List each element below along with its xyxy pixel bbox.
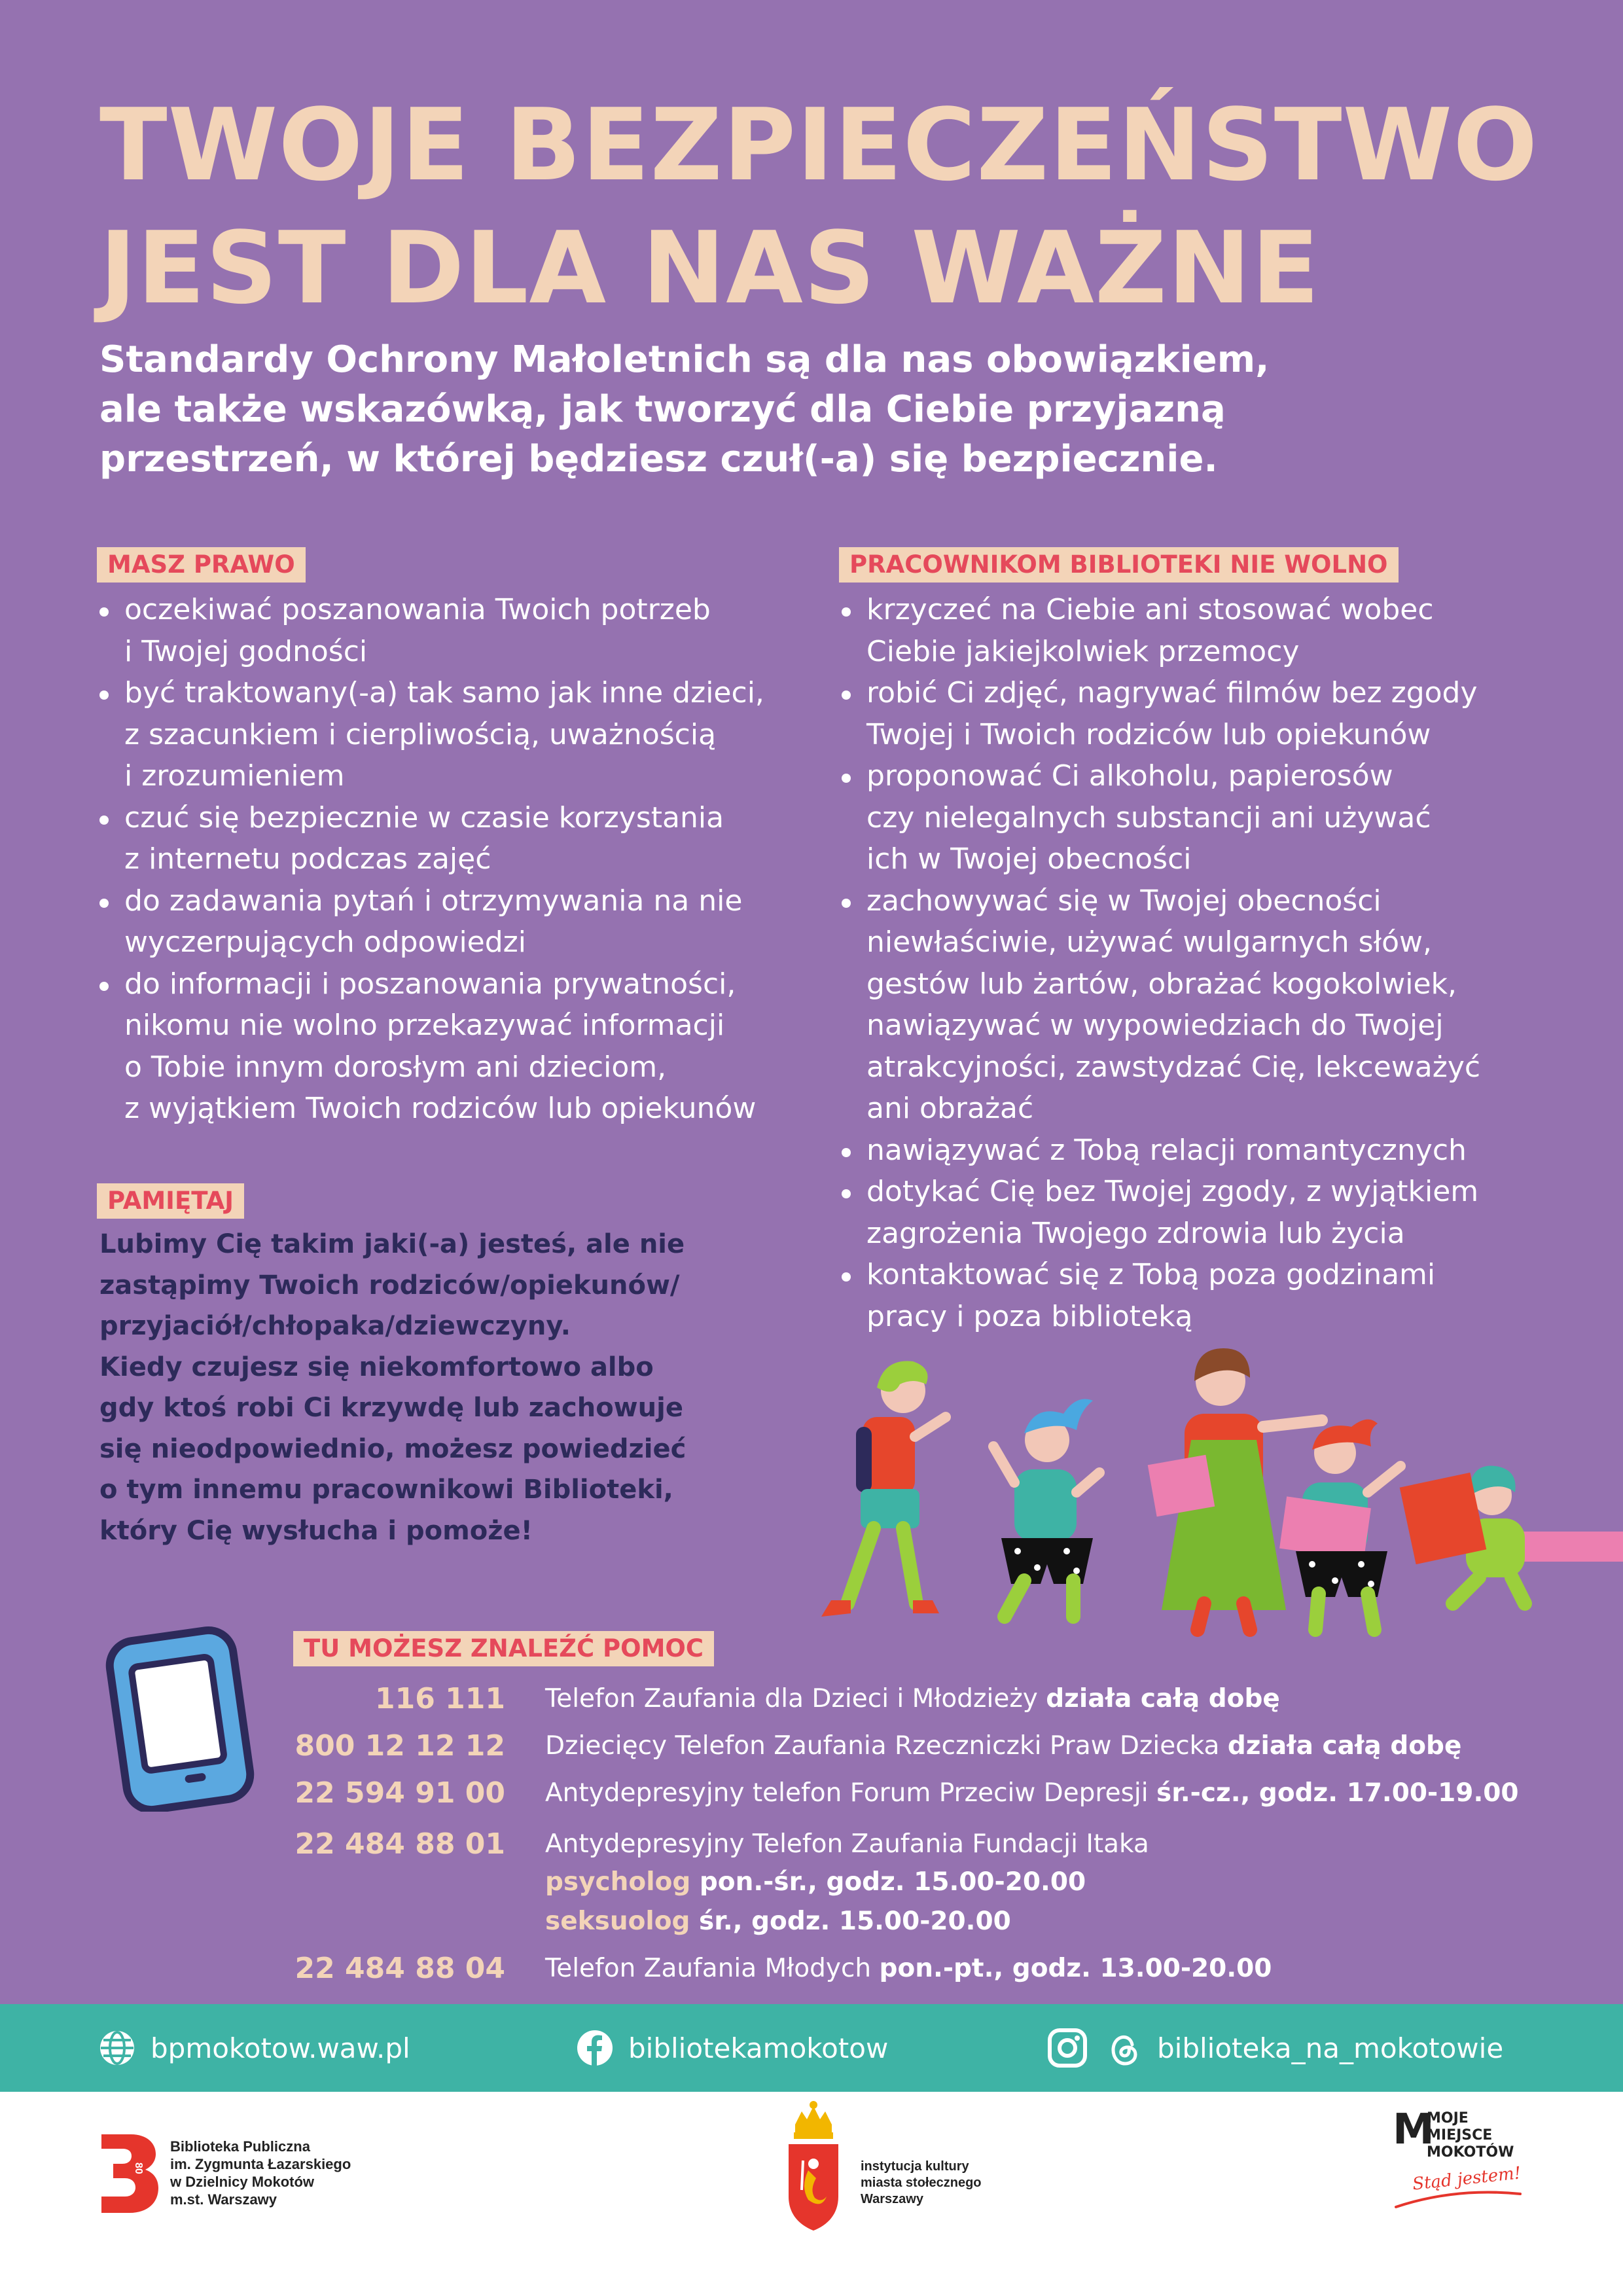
help-description: Telefon Zaufania Młodych pon.-pt., godz. 13.00-20.00 [545, 1954, 1272, 1983]
phone-number[interactable]: 800 12 12 12 [294, 1729, 505, 1763]
library-logo-icon [95, 2131, 160, 2216]
rights-list [98, 589, 805, 1130]
subtitle [99, 335, 1474, 484]
page-title [99, 84, 1539, 330]
help-subline: psycholog pon.-śr., godz. 15.00-20.00 [545, 1867, 1086, 1897]
remember-heading: PAMIĘTAJ [97, 1183, 244, 1219]
instagram-label: biblioteka_na_mokotowie [1157, 2032, 1504, 2064]
list-item: być traktowany(-a) tak samo jak inne dzieci, z szacunkiem i cierpliwością, uważnością i zrozumieniem [98, 672, 805, 797]
subtitle-line: przestrzeń, w której będziesz czuł(-a) się bezpiecznie. [99, 438, 1218, 480]
library-name-line: m.st. Warszawy [170, 2191, 277, 2208]
mokotow-slogan: Stąd jestem! [1411, 2163, 1522, 2195]
title-line-2: JEST DLA NAS WAŻNE [99, 210, 1321, 326]
library-name-line: w Dzielnicy Mokotów [170, 2174, 315, 2190]
instagram-link[interactable] [1047, 2024, 1503, 2072]
help-row [0, 1948, 1623, 1994]
remember-line: przyjaciół/chłopaka/dziewczyny. [99, 1311, 571, 1341]
library-name-line: im. Zygmunta Łazarskiego [170, 2156, 351, 2172]
list-item: do informacji i poszanowania prywatności, nikomu nie wolno przekazywać informacji o Tobie innym dorosłym ani dzieciom, z wyjątkiem Twoich rodziców lub opiekunów [98, 963, 805, 1130]
facebook-link[interactable] [576, 2024, 888, 2072]
institution-line: instytucja kultury [861, 2159, 969, 2174]
mokotow-logo-line: MOJE [1427, 2110, 1469, 2126]
help-row [0, 1678, 1623, 1724]
remember-line: się nieodpowiednio, możesz powiedzieć [99, 1433, 687, 1464]
mokotow-logo: M MOJE MIEJSCE MOKOTÓW Stąd jestem! [1386, 2104, 1524, 2228]
subtitle-line: Standardy Ochrony Małoletnich są dla nas obowiązkiem, [99, 338, 1270, 381]
title-line-1: TWOJE BEZPIECZEŃSTWO [99, 87, 1539, 203]
children-illustration [785, 1342, 1623, 1649]
facebook-label: bibliotekamokotow [628, 2032, 889, 2064]
facebook-icon [576, 2029, 614, 2067]
institution-line: Warszawy [861, 2192, 923, 2206]
remember-line: zastąpimy Twoich rodziców/opiekunów/ [99, 1270, 680, 1300]
list-item: kontaktować się z Tobą poza godzinami pracy i poza biblioteką [840, 1254, 1593, 1337]
list-item: czuć się bezpiecznie w czasie korzystania z internetu podczas zajęć [98, 797, 805, 880]
phone-number[interactable]: 116 111 [374, 1682, 505, 1715]
phone-number[interactable]: 22 484 88 01 [294, 1827, 505, 1861]
list-item: dotykać Cię bez Twojej zgody, z wyjątkiem zagrożenia Twojego zdrowia lub życia [840, 1171, 1593, 1254]
forbidden-list [840, 589, 1593, 1337]
remember-text [99, 1224, 754, 1551]
list-item: proponować Ci alkoholu, papierosów czy nielegalnych substancji ani używać ich w Twojej obecności [840, 755, 1593, 880]
institution-name [861, 2159, 982, 2208]
help-row [0, 1725, 1623, 1771]
list-item: zachowywać się w Twojej obecności niewłaściwie, używać wulgarnych słów, gestów lub żartów, obrażać kogokolwiek, nawiązywać w wypowiedziach do Twojej atrakcyjności, zawstydzać Cię, lekceważyć ani obrażać [840, 880, 1593, 1130]
remember-line: gdy ktoś robi Ci krzywdę lub zachowuje [99, 1393, 683, 1423]
social-bar [0, 2004, 1623, 2092]
svg-text:80: 80 [133, 2162, 144, 2174]
library-name [170, 2138, 351, 2208]
library-name-line: Biblioteka Publiczna [170, 2138, 310, 2155]
website-label: bpmokotow.waw.pl [151, 2032, 410, 2064]
globe-icon [98, 2029, 136, 2067]
mokotow-logo-line: MIEJSCE [1427, 2127, 1493, 2144]
help-description: Antydepresyjny telefon Forum Przeciw Depresji śr.-cz., godz. 17.00-19.00 [545, 1778, 1519, 1808]
phone-number[interactable]: 22 594 91 00 [294, 1776, 505, 1810]
warsaw-coat-of-arms-icon [782, 2098, 844, 2236]
list-item: do zadawania pytań i otrzymywania na nie wyczerpujących odpowiedzi [98, 880, 805, 963]
remember-line: który Cię wysłucha i pomoże! [99, 1515, 533, 1546]
mokotow-logo-line: MOKOTÓW [1427, 2144, 1514, 2161]
help-description: Telefon Zaufania dla Dzieci i Młodzieży działa całą dobę [545, 1684, 1280, 1713]
threads-icon [1106, 2028, 1143, 2068]
instagram-icon [1047, 2028, 1088, 2068]
slogan-underline-icon [1393, 2187, 1524, 2214]
list-item: nawiązywać z Tobą relacji romantycznych [840, 1130, 1593, 1172]
help-row [0, 1772, 1623, 1818]
list-item: robić Ci zdjęć, nagrywać filmów bez zgody Twojej i Twoich rodziców lub opiekunów [840, 672, 1593, 755]
list-item: oczekiwać poszanowania Twoich potrzeb i Twojej godności [98, 589, 805, 672]
help-description: Dziecięcy Telefon Zaufania Rzeczniczki Praw Dziecka działa całą dobę [545, 1731, 1462, 1761]
help-heading: TU MOŻESZ ZNALEŹĆ POMOC [293, 1631, 714, 1666]
forbidden-heading: PRACOWNIKOM BIBLIOTEKI NIE WOLNO [839, 547, 1399, 583]
subtitle-line: ale także wskazówką, jak tworzyć dla Ciebie przyjazną [99, 388, 1226, 431]
remember-line: o tym innemu pracownikowi Biblioteki, [99, 1475, 673, 1505]
phone-number[interactable]: 22 484 88 04 [294, 1952, 505, 1985]
website-link[interactable] [98, 2024, 410, 2072]
list-item: krzyczeć na Ciebie ani stosować wobec Ciebie jakiejkolwiek przemocy [840, 589, 1593, 672]
footer [0, 2092, 1623, 2296]
institution-line: miasta stołecznego [861, 2176, 982, 2190]
remember-line: Kiedy czujesz się niekomfortowo albo [99, 1352, 654, 1382]
help-description: Antydepresyjny Telefon Zaufania Fundacji Itaka [545, 1829, 1149, 1859]
rights-heading: MASZ PRAWO [97, 547, 306, 583]
remember-line: Lubimy Cię takim jaki(-a) jesteś, ale nie [99, 1229, 685, 1259]
help-subline: seksuolog śr., godz. 15.00-20.00 [545, 1907, 1011, 1936]
